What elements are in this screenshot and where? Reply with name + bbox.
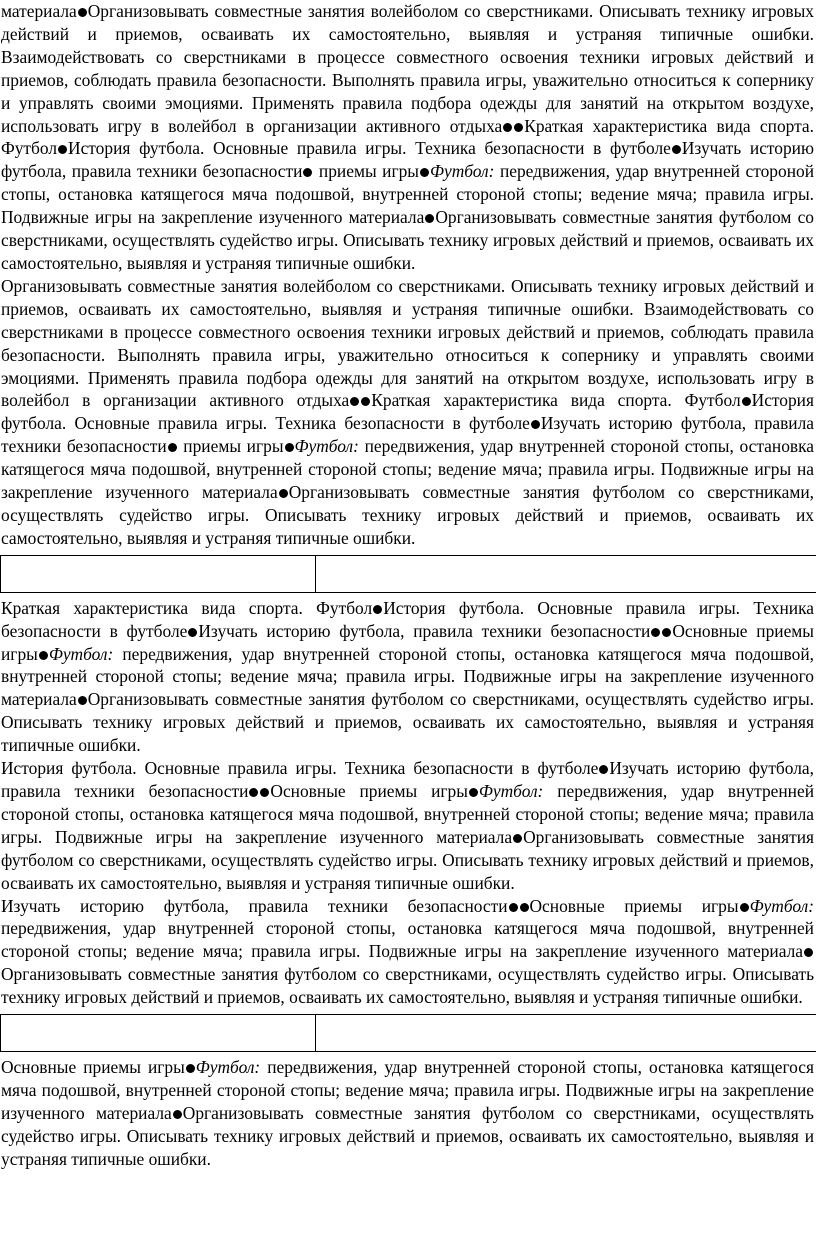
bullet-dot-icon bbox=[58, 145, 67, 154]
bullet-dot-icon bbox=[514, 123, 523, 132]
bullet-dot-icon bbox=[420, 168, 429, 177]
bullet-dot-icon bbox=[373, 605, 382, 614]
text-run: Краткая характеристика вида спорта. Футбол bbox=[371, 390, 741, 411]
italic-term: Футбол: bbox=[478, 781, 544, 801]
text-run: Организовывать совместные занятия волейболом со сверстниками. Описывать технику игровых действий и приемов, осваивать их самостоятельно, выявляя и устраняя типичные ошибки. Взаимодействовать со сверстниками в процессе совместного освоения техники игровых действий и приемов, соблюдать правила безопасности. Выполнять правила игры, уважительно относиться к сопернику и управлять своими эмоциями. Применять правила подбора одежды для занятий на открытом воздухе, использовать игру в волейбол в организации активного отдыха bbox=[1, 1, 814, 136]
italic-term: Футбол: bbox=[749, 895, 814, 916]
text-run: Организовывать совместные занятия футболом со сверстниками, осуществлять судейство игры. Описывать технику игровых действий и приемов, осваивать их самостоятельно, выявляя и устраняя типичные ошибки. bbox=[1, 964, 814, 1008]
text-run: передвижения, удар внутренней стороной стопы, остановка катящегося мяча подошвой, внутренней стороной стопы; ведение мяча; правила игры. Подвижные игры на закрепление изученного материала bbox=[1, 781, 814, 847]
bullet-dot-icon bbox=[520, 903, 529, 912]
text-run: Изучать историю футбола, правила техники безопасности bbox=[1, 413, 814, 457]
bullet-dot-icon bbox=[742, 397, 751, 406]
table-cell bbox=[1, 556, 316, 592]
bullet-dot-icon bbox=[303, 168, 312, 177]
bullet-dot-icon bbox=[740, 903, 749, 912]
bullet-dot-icon bbox=[39, 651, 48, 660]
text-run: передвижения, удар внутренней стороной стопы, остановка катящегося мяча подошвой, внутренней стороной стопы; ведение мяча; правила игры. Подвижные игры на закрепление изученного материала bbox=[1, 1057, 814, 1123]
text-run: Организовывать совместные занятия волейболом со сверстниками. Описывать технику игровых действий и приемов, осваивать их самостоятельно, выявляя и устраняя типичные ошибки. Взаимодействовать со сверстниками в процессе совместного освоения техники игровых действий и приемов, соблюдать правила безопасности. Выполнять правила игры, уважительно относиться к сопернику и управлять своими эмоциями. Применять правила подбора одежды для занятий на открытом воздухе, использовать игру в волейбол в организации активного отдыха bbox=[1, 275, 814, 411]
text-run: Изучать историю футбола, правила техники безопасности bbox=[1, 138, 814, 182]
text-run: Основные приемы игры bbox=[270, 781, 468, 801]
text-run: Изучать историю футбола, правила техники безопасности bbox=[198, 620, 651, 641]
paragraph-4 bbox=[0, 757, 816, 894]
italic-term: Футбол: bbox=[430, 161, 495, 182]
text-run: Основные приемы игры bbox=[1, 1057, 185, 1078]
table-row-empty-2 bbox=[0, 1014, 816, 1052]
bullet-dot-icon bbox=[599, 765, 608, 774]
text-run: Организовывать совместные занятия футболом со сверстниками, осуществлять судейство игры. Описывать технику игровых действий и приемов, осваивать их самостоятельно, выявляя и устраняя типичные ошибки. bbox=[1, 482, 814, 548]
text-run: Организовывать совместные занятия футболом со сверстниками, осуществлять судейство игры. Описывать технику игровых действий и приемов, осваивать их самостоятельно, выявляя и устраняя типичные ошибки. bbox=[1, 1102, 814, 1169]
text-run: Организовывать совместные занятия футболом со сверстниками, осуществлять судейство игры. Описывать технику игровых действий и приемов, осваивать их самостоятельно, выявляя и устраняя типичные ошибки. bbox=[1, 689, 814, 756]
text-run: передвижения, удар внутренней стороной стопы, остановка катящегося мяча подошвой, внутренней стороной стопы; ведение мяча; правила игры. Подвижные игры на закрепление изученного материала bbox=[1, 643, 814, 710]
bullet-dot-icon bbox=[186, 1064, 195, 1073]
bullet-dot-icon bbox=[804, 948, 813, 957]
italic-term: Футбол: bbox=[195, 1057, 261, 1078]
bullet-dot-icon bbox=[260, 788, 269, 797]
bullet-dot-icon bbox=[350, 397, 359, 406]
bullet-dot-icon bbox=[279, 489, 288, 498]
italic-term: Футбол: bbox=[48, 643, 114, 664]
bullet-dot-icon bbox=[188, 628, 197, 637]
text-run: Краткая характеристика вида спорта. Футбол bbox=[1, 597, 373, 618]
text-run: приемы игры bbox=[177, 436, 284, 457]
bullet-dot-icon bbox=[168, 443, 177, 452]
table-cell bbox=[316, 556, 816, 592]
paragraph-6 bbox=[0, 1056, 816, 1171]
bullet-dot-icon bbox=[78, 696, 87, 705]
text-run: Изучать историю футбола, правила техники безопасности bbox=[1, 895, 508, 916]
bullet-dot-icon bbox=[249, 788, 258, 797]
table-cell bbox=[1, 1015, 316, 1051]
bullet-dot-icon bbox=[425, 214, 434, 223]
paragraph-3 bbox=[0, 597, 816, 757]
text-run: Организовывать совместные занятия футболом со сверстниками, осуществлять судейство игры. Описывать технику игровых действий и приемов, осваивать их самостоятельно, выявляя и устраняя типичные ошибки. bbox=[1, 207, 814, 273]
paragraph-2 bbox=[0, 275, 816, 550]
text-run: Основные приемы игры bbox=[529, 895, 739, 916]
text-run: Основные приемы игры bbox=[1, 620, 814, 664]
text-run: приемы игры bbox=[313, 161, 419, 182]
text-run: История футбола. Основные правила игры. Техника безопасности в футболе bbox=[1, 390, 814, 434]
paragraph-1 bbox=[0, 0, 816, 275]
bullet-dot-icon bbox=[78, 8, 87, 17]
bullet-dot-icon bbox=[285, 443, 294, 452]
text-run: материала bbox=[1, 1, 77, 21]
table-cell bbox=[316, 1015, 816, 1051]
text-run: передвижения, удар внутренней стороной стопы, остановка катящегося мяча подошвой, внутренней стороной стопы; ведение мяча; правила игры. Подвижные игры на закрепление изученного материала bbox=[1, 161, 815, 228]
bullet-dot-icon bbox=[509, 903, 518, 912]
bullet-dot-icon bbox=[361, 397, 370, 406]
bullet-dot-icon bbox=[672, 145, 681, 154]
text-run: История футбола. Основные правила игры. Техника безопасности в футболе bbox=[1, 597, 814, 641]
table-row-empty-1 bbox=[0, 555, 816, 593]
text-run: передвижения, удар внутренней стороной стопы, остановка катящегося мяча подошвой, внутренней стороной стопы; ведение мяча; правила игры. Подвижные игры на закрепление изученного материала bbox=[1, 436, 815, 503]
bullet-dot-icon bbox=[503, 123, 512, 132]
text-run: Изучать историю футбола, правила техники безопасности bbox=[1, 758, 814, 801]
bullet-dot-icon bbox=[531, 420, 540, 429]
italic-term: Футбол: bbox=[294, 436, 359, 457]
text-run: Организовывать совместные занятия футболом со сверстниками, осуществлять судейство игры. Описывать технику игровых действий и приемов, осваивать их самостоятельно, выявляя и устраняя типичные ошибки. bbox=[1, 826, 814, 893]
bullet-dot-icon bbox=[651, 628, 660, 637]
text-run: История футбола. Основные правила игры. Техника безопасности в футболе bbox=[68, 138, 671, 159]
text-run: передвижения, удар внутренней стороной стопы, остановка катящегося мяча подошвой, внутренней стороной стопы; ведение мяча; правила игры. Подвижные игры на закрепление изученного материала bbox=[1, 918, 814, 962]
bullet-dot-icon bbox=[469, 788, 478, 797]
bullet-dot-icon bbox=[513, 834, 522, 843]
bullet-dot-icon bbox=[662, 628, 671, 637]
text-run: Краткая характеристика вида спорта. Футбол bbox=[1, 115, 814, 159]
bullet-dot-icon bbox=[173, 1110, 182, 1119]
text-run: История футбола. Основные правила игры. Техника безопасности в футболе bbox=[1, 758, 599, 779]
paragraph-5 bbox=[0, 895, 816, 1010]
